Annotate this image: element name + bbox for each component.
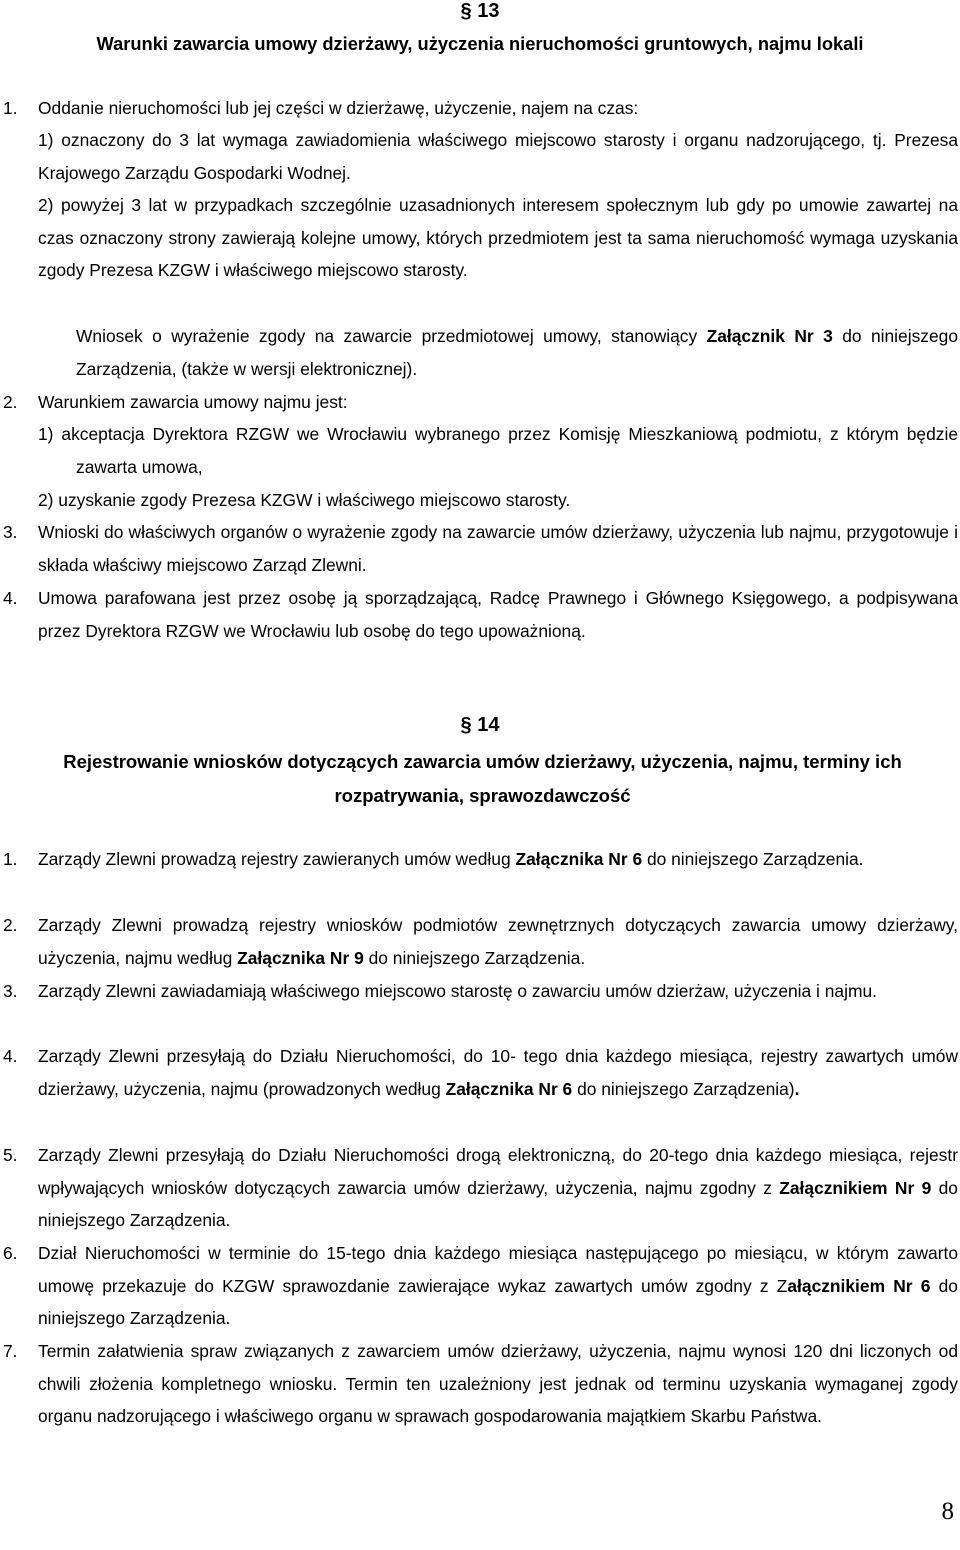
- s14-item-4-number: 4.: [3, 1046, 18, 1066]
- s14-item-4-text: [38, 1040, 958, 1105]
- s14-item-7-number: 7.: [3, 1341, 18, 1361]
- s13-item-3-number: 3.: [3, 522, 18, 542]
- s14-item-5-attachment-ref: Załącznikiem Nr 9: [779, 1177, 932, 1198]
- s14-item-4-text-a: Zarządy Zlewni przesyłają do Działu Nieruchomości, do 10- tego dnia każdego miesiąca, rejestry zawartych umów dzierżawy, użyczenia, najmu (prowadzonych według: [38, 1046, 958, 1099]
- s14-item-5-number: 5.: [3, 1145, 18, 1165]
- s13-item-4-text: Umowa parafowana jest przez osobę ją sporządzającą, Radcę Prawnego i Głównego Księgowego, a podpisywana przez Dyrektora RZGW we Wrocławiu lub osobę do tego upoważnioną.: [38, 588, 958, 641]
- section-13-title: Warunki zawarcia umowy dzierżawy, użyczenia nieruchomości gruntowych, najmu lokali: [96, 33, 864, 54]
- section-14-title-line-2: rozpatrywania, sprawozdawczość: [334, 785, 631, 806]
- section-14-title-line-1: Rejestrowanie wniosków dotyczących zawarcia umów dzierżawy, użyczenia, najmu, terminy ich: [63, 751, 902, 772]
- s13-item-3-text: Wnioski do właściwych organów o wyrażenie zgody na zawarcie umów dzierżawy, użyczenia lub najmu, przygotowuje i składa właściwy miejscowo Zarząd Zlewni.: [38, 522, 958, 575]
- s14-item-2-number: 2.: [3, 915, 18, 935]
- s14-item-1-attachment-ref: Załącznika Nr 6: [515, 849, 643, 869]
- s13-item-1-point-2: 2) powyżej 3 lat w przypadkach szczególnie uzasadnionych interesem społecznym lub gdy po umowie zawartej na czas oznaczony strony zawierają kolejne umowy, których przedmiotem jest ta sama nieruchomość wymaga uzyskania zgody Prezesa KZGW i właściwego miejscowo starosty.: [38, 195, 958, 280]
- section-14-number: § 14: [460, 714, 500, 736]
- s13-item-4-number: 4.: [3, 588, 18, 608]
- s14-item-2-text-c: do niniejszego Zarządzenia.: [363, 947, 586, 968]
- s13-application-text: Wniosek o wyrażenie zgody na zawarcie przedmiotowej umowy, stanowiący: [76, 326, 707, 346]
- s13-item-2-point-2: 2) uzyskanie zgody Prezesa KZGW i właściwego miejscowo starosty.: [38, 490, 571, 510]
- s13-item-2-number: 2.: [3, 392, 18, 412]
- s14-item-2-text: [38, 909, 958, 974]
- s14-item-6-text-c: do niniejszego Zarządzenia.: [38, 1275, 958, 1328]
- s13-item-2-intro: Warunkiem zawarcia umowy najmu jest:: [38, 392, 348, 412]
- s14-item-2-text-a: Zarządy Zlewni prowadzą rejestry wniosków podmiotów zewnętrznych dotyczących zawarcia umowy dzierżawy, użyczenia, najmu według: [38, 915, 958, 968]
- page-number: 8: [941, 1498, 954, 1525]
- s14-item-5-text-a: Zarządy Zlewni przesyłają do Działu Nieruchomości drogą elektroniczną, do 20-tego dnia każdego miesiąca, rejestr wpływających wniosków dotyczących zawarcia umów dzierżawy, użyczenia, najmu zgodny z: [38, 1145, 958, 1198]
- section-13-number: § 13: [460, 0, 500, 22]
- s13-item-1-point-1: 1) oznaczony do 3 lat wymaga zawiadomienia właściwego miejscowo starosty i organu nadzorującego, tj. Prezesa Krajowego Zarządu Gospodarki Wodnej.: [38, 130, 958, 183]
- s14-item-5-text: [38, 1139, 958, 1237]
- s13-application-text-end: do niniejszego Zarządzenia, (także w wersji elektronicznej).: [76, 326, 958, 379]
- s14-item-3-text: Zarządy Zlewni zawiadamiają właściwego miejscowo starostę o zawarciu umów dzierżaw, użyczenia i najmu.: [38, 981, 877, 1001]
- s14-item-4-period: .: [794, 1078, 800, 1099]
- s13-item-2-point-1: 1) akceptacja Dyrektora RZGW we Wrocławiu wybranego przez Komisję Mieszkaniową podmiotu, z którym będzie zawarta umowa,: [38, 424, 958, 477]
- s13-item-1-application: [76, 320, 958, 385]
- s14-item-4-attachment-ref: Załącznika Nr 6: [445, 1078, 573, 1099]
- s14-item-1-text-a: Zarządy Zlewni prowadzą rejestry zawieranych umów według: [38, 849, 516, 869]
- s14-item-5-text-c: do niniejszego Zarządzenia.: [38, 1177, 958, 1230]
- s14-item-3-number: 3.: [3, 981, 18, 1001]
- s14-item-1-text: [38, 843, 958, 876]
- s14-item-4-text-c: do niniejszego Zarządzenia): [572, 1078, 795, 1099]
- s14-item-6-number: 6.: [3, 1243, 18, 1263]
- s13-item-1-intro: Oddanie nieruchomości lub jej części w dzierżawę, użyczenie, najem na czas:: [38, 98, 639, 118]
- s14-item-1-text-c: do niniejszego Zarządzenia.: [642, 849, 864, 869]
- s14-item-7-text: Termin załatwienia spraw związanych z zawarciem umów dzierżawy, użyczenia, najmu wynosi 120 dni liczonych od chwili złożenia kompletnego wniosku. Termin ten uzależniony jest jednak od terminu uzyskania wymaganej zgody organu nadzorującego i właściwego organu w sprawach gospodarowania majątkiem Skarbu Państwa.: [38, 1341, 958, 1426]
- s14-item-6-attachment-ref: ałącznikiem Nr 6: [787, 1275, 931, 1296]
- s14-item-2-attachment-ref: Załącznika Nr 9: [237, 947, 364, 968]
- s14-item-1-number: 1.: [3, 849, 18, 869]
- s14-item-6-text-a: Dział Nieruchomości w terminie do 15-tego dnia każdego miesiąca następującego po miesiącu, w którym zawarto umowę przekazuje do KZGW sprawozdanie zawierające wykaz zawartych umów zgodny z Z: [38, 1243, 958, 1296]
- s13-item-1-number: 1.: [3, 98, 18, 118]
- s14-item-6-text: [38, 1237, 958, 1335]
- s13-attachment-ref: Załącznik Nr 3: [706, 326, 833, 346]
